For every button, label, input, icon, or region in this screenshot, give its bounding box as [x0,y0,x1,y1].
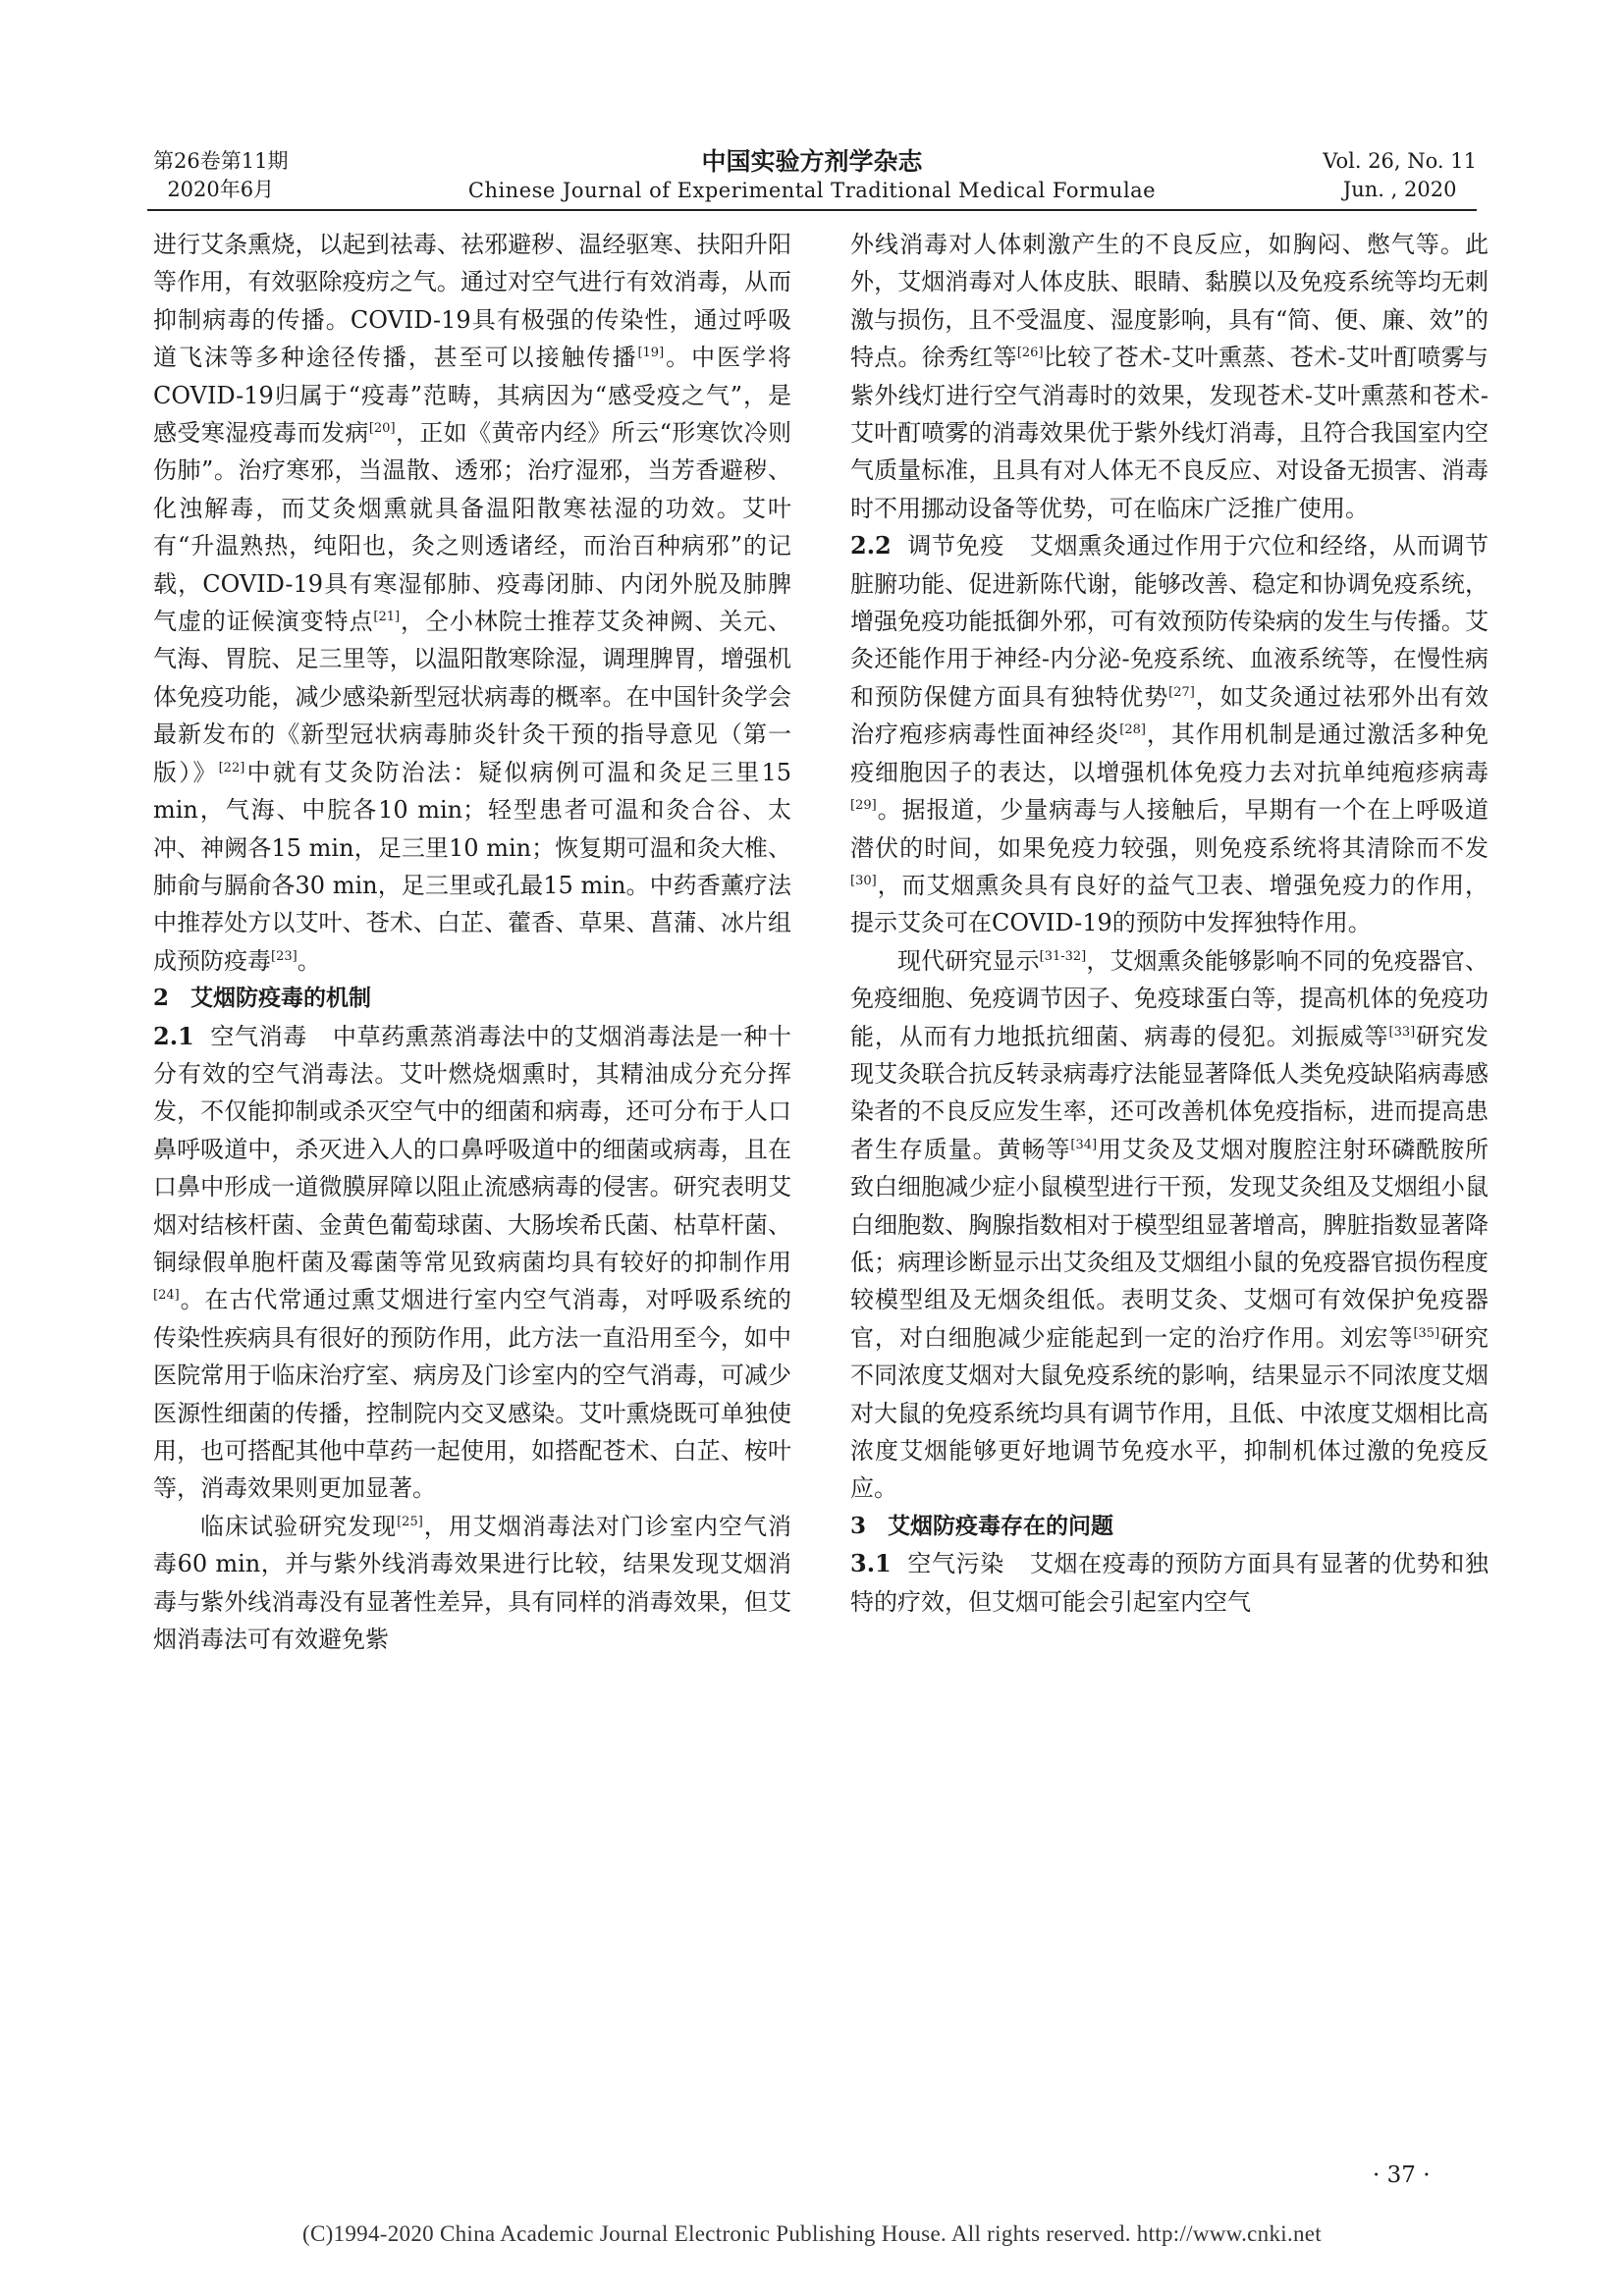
citation: [25] [397,1514,423,1529]
right-column [850,226,1489,1621]
paragraph: 进行艾条熏烧，以起到祛毒、祛邪避秽、温经驱寒、扶阳升阳等作用，有效驱除疫疠之气。通过对空气进行有效消毒，从而抑制病毒的传播。COVID-19具有极强的传染性，通过呼吸道飞沫等多种途径传播，甚至可以接触传播[19]。中医学将COVID-19归属于“疫毒”范畴，其病因为“感受疫之气”，是感受寒湿疫毒而发病[20]，正如《黄帝内经》所云“形寒饮冷则伤肺”。治疗寒邪，当温散、透邪；治疗湿邪，当芳香避秽、化浊解毒，而艾灸烟熏就具备温阳散寒祛湿的功效。艾叶有“升温熟热，纯阳也，灸之则透诸经，而治百种病邪”的记载，COVID-19具有寒湿郁肺、疫毒闭肺、内闭外脱及肺脾气虚的证候演变特点[21]，仝小林院士推荐艾灸神阙、关元、气海、胃脘、足三里等，以温阳散寒除湿，调理脾胃，增强机体免疫功能，减少感染新型冠状病毒的概率。在中国针灸学会最新发布的《新型冠状病毒肺炎针灸干预的指导意见（第一版）》[22]中就有艾灸防治法：疑似病例可温和灸足三里15 min，气海、中脘各10 min；轻型患者可温和灸合谷、太冲、神阙各15 min，足三里10 min；恢复期可温和灸大椎、肺俞与膈俞各30 min，足三里或孔最15 min。中药香薰疗法中推荐处方以艾叶、苍术、白芷、藿香、草果、菖蒲、冰片组成预防疫毒[23]。 [153,231,792,975]
left-column [153,226,791,1658]
citation: [20] [368,421,396,437]
subsection-title: 空气消毒 [209,1022,307,1050]
citation: [22] [218,760,245,775]
copyright-notice: (C)1994-2020 China Academic Journal Electronic Publishing House. All rights reserved. http://www.cnki.net [302,2221,1322,2246]
subsection-title: 空气污染 [906,1550,1004,1578]
citation: [30] [850,873,877,888]
citation: [24] [153,1288,180,1304]
citation: [19] [637,346,665,361]
citation: [21] [373,610,401,625]
citation: [29] [850,798,877,814]
paragraph: 临床试验研究发现[25]，用艾烟消毒法对门诊室内空气消毒60 min，并与紫外线消毒效果进行比较，结果发现艾烟消毒与紫外线消毒没有显著性差异，具有同样的消毒效果，但艾烟消毒法可有效避免紫 [153,1512,791,1654]
volume-en: Vol. 26, No. 11 [1323,149,1477,173]
paragraph: 外线消毒对人体刺激产生的不良反应，如胸闷、憋气等。此外，艾烟消毒对人体皮肤、眼睛、黏膜以及免疫系统等均无刺激与损伤，且不受温度、湿度影响，具有“简、便、廉、效”的特点。徐秀红等[26]比较了苍术-艾叶熏蒸、苍术-艾叶酊喷雾与紫外线灯进行空气消毒时的效果，发现苍术-艾叶熏蒸和苍术-艾叶酊喷雾的消毒效果优于紫外线灯消毒，且符合我国室内空气质量标准，且具有对人体无不良反应、对设备无损害、消毒时不用挪动设备等优势，可在临床广泛推广使用。 [850,231,1489,522]
header-rule [147,209,1477,211]
journal-title-cn: 中国实验方剂学杂志 [701,147,923,176]
citation: [35] [1413,1325,1440,1341]
subsection-number: 2.1 [153,1021,194,1050]
paragraph: 2.2 调节免疫 艾烟熏灸通过作用于穴位和经络，从而调节脏腑功能、促进新陈代谢，能够改善、稳定和协调免疫系统，增强免疫功能抵御外邪，可有效预防传染病的发生与传播。艾灸还能作用于神经-内分泌-免疫系统、血液系统等，在慢性病和预防保健方面具有独特优势[27]，如艾灸通过祛邪外出有效治疗疱疹病毒性面神经炎[28]，其作用机制是通过激活多种免疫细胞因子的表达，以增强机体免疫力去对抗单纯疱疹病毒[29]。据报道，少量病毒与人接触后，早期有一个在上呼吸道潜伏的时间，如果免疫力较强，则免疫系统将其清除而不发[30]，而艾烟熏灸具有良好的益气卫表、增强免疫力的作用，提示艾灸可在COVID-19的预防中发挥独特作用。 [850,531,1489,937]
section-heading: 2 艾烟防疫毒的机制 [153,985,372,1012]
volume-cn: 第26卷第11期 [153,149,289,173]
header-issue-en [1323,147,1477,204]
citation: [28] [1119,722,1146,738]
section-heading: 3 艾烟防疫毒存在的问题 [850,1512,1114,1539]
citation: [23] [271,948,298,964]
citation: [31-32] [1039,948,1087,964]
subsection-number: 2.2 [850,531,892,561]
citation: [33] [1388,1024,1416,1040]
citation: [26] [1016,346,1044,361]
citation: [27] [1168,684,1195,700]
subsection-number: 3.1 [850,1549,892,1578]
paragraph: 2.1 空气消毒 中草药熏蒸消毒法中的艾烟消毒法是一种十分有效的空气消毒法。艾叶燃烧烟熏时，其精油成分充分挥发，不仅能抑制或杀灭空气中的细菌和病毒，还可分布于人口鼻呼吸道中，杀灭进入人的口鼻呼吸道中的细菌或病毒，且在口鼻中形成一道微膜屏障以阻止流感病毒的侵害。研究表明艾烟对结核杆菌、金黄色葡萄球菌、大肠埃希氏菌、枯草杆菌、铜绿假单胞杆菌及霉菌等常见致病菌均具有较好的抑制作用[24]。在古代常通过熏艾烟进行室内空气消毒，对呼吸系统的传染性疾病具有很好的预防作用，此方法一直沿用至今，如中医院常用于临床治疗室、病房及门诊室内的空气消毒，可减少医源性细菌的传播，控制院内交叉感染。艾叶熏烧既可单独使用，也可搭配其他中草药一起使用，如搭配苍术、白芷、桉叶等，消毒效果则更加显著。 [153,1021,792,1503]
subsection-title: 调节免疫 [906,532,1004,561]
running-header [147,147,1477,208]
page-number: · 37 · [1373,2163,1431,2188]
header-journal [147,147,1477,205]
paragraph: 现代研究显示[31-32]，艾烟熏灸能够影响不同的免疫器官、免疫细胞、免疫调节因子、免疫球蛋白等，提高机体的免疫功能，从而有力地抵抗细菌、病毒的侵犯。刘振威等[33]研究发现艾灸联合抗反转录病毒疗法能显著降低人类免疫缺陷病毒感染者的不良反应发生率，还可改善机体免疫指标，进而提高患者生存质量。黄畅等[34]用艾灸及艾烟对腹腔注射环磷酰胺所致白细胞减少症小鼠模型进行干预，发现艾灸组及艾烟组小鼠白细胞数、胸腺指数相对于模型组显著增高，脾脏指数显著降低；病理诊断显示出艾灸组及艾烟组小鼠的免疫器官损伤程度较模型组及无烟灸组低。表明艾灸、艾烟可有效保护免疫器官，对白细胞减少症能起到一定的治疗作用。刘宏等[35]研究不同浓度艾烟对大鼠免疫系统的影响，结果显示不同浓度艾烟对大鼠的免疫系统均具有调节作用，且低、中浓度艾烟相比高浓度艾烟能够更好地调节免疫水平，抑制机体过激的免疫反应。 [850,946,1489,1503]
date-en: Jun. , 2020 [1342,178,1457,201]
citation: [34] [1070,1137,1098,1152]
date-cn: 2020年6月 [167,178,275,201]
journal-title-en: Chinese Journal of Experimental Traditional Medical Formulae [467,179,1157,202]
paragraph: 3.1 空气污染 艾烟在疫毒的预防方面具有显著的优势和独特的疗效，但艾烟可能会引起室内空气 [850,1549,1489,1616]
